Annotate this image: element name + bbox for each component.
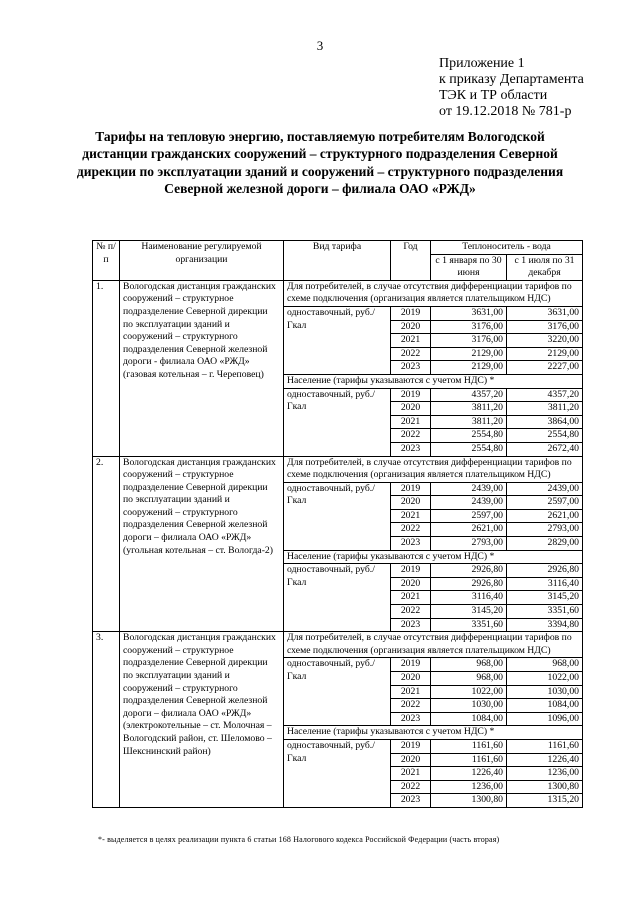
document-title: Тарифы на тепловую энергию, поставляемую потребителям Вологодской дистанции гражданских сооружений – структурного подразделения Северной дирекции по эксплуатации зданий и сооружений – структурного подразделения Северной железной дороги – филиала ОАО «РЖД» xyxy=(76,129,564,197)
year-cell: 2022 xyxy=(391,523,431,537)
year-cell: 2019 xyxy=(391,564,431,578)
appendix-line-1: Приложение 1 xyxy=(439,56,525,71)
year-cell: 2019 xyxy=(391,482,431,496)
table-row xyxy=(93,280,583,306)
tariff-value-h1: 2926,80 xyxy=(431,564,507,578)
year-cell: 2021 xyxy=(391,685,431,699)
tariff-value-h1: 2439,00 xyxy=(431,482,507,496)
year-cell: 2020 xyxy=(391,320,431,334)
tariffs-table-body xyxy=(93,241,583,808)
tariff-value-h2: 1226,40 xyxy=(507,753,583,767)
tariff-value-h2: 1161,60 xyxy=(507,739,583,753)
tariff-value-h2: 3394,80 xyxy=(507,618,583,632)
organization-cell xyxy=(120,456,284,632)
tariff-value-h2: 2439,00 xyxy=(507,482,583,496)
tariff-value-h2: 2829,00 xyxy=(507,537,583,551)
group-caption: Для потребителей, в случае отсутствия дифференциации тарифов по схеме подключения (организация является плательщиком НДС) xyxy=(284,632,583,658)
tariff-value-h1: 2439,00 xyxy=(431,496,507,510)
tariff-type: одноставочный, руб./Гкал xyxy=(284,739,391,807)
year-cell: 2023 xyxy=(391,794,431,808)
page-number: 3 xyxy=(316,38,324,53)
year-cell: 2021 xyxy=(391,509,431,523)
tariff-value-h1: 1022,00 xyxy=(431,685,507,699)
table-row xyxy=(93,632,583,658)
organization-name: Вологодская дистанция гражданских сооружений – структурное подразделение Северной дирекции по эксплуатации зданий и сооружений – структурного подразделения Северной железной дороги - филиала ОАО «РЖД» xyxy=(123,280,276,368)
year-cell: 2021 xyxy=(391,767,431,781)
header-num: № п/п xyxy=(93,241,120,281)
year-cell: 2023 xyxy=(391,537,431,551)
tariff-value-h2: 2129,00 xyxy=(507,347,583,361)
table-header-row xyxy=(93,241,583,255)
tariff-value-h2: 4357,20 xyxy=(507,388,583,402)
tariff-value-h1: 2554,80 xyxy=(431,429,507,443)
tariff-value-h1: 3176,00 xyxy=(431,320,507,334)
tariff-type: одноставочный, руб./Гкал xyxy=(284,306,391,374)
appendix-block xyxy=(439,56,584,120)
header-year: Год xyxy=(391,241,431,281)
organization-cell xyxy=(120,280,284,456)
tariff-value-h1: 2129,00 xyxy=(431,361,507,375)
organization-cell xyxy=(120,632,284,808)
tariff-value-h2: 3811,20 xyxy=(507,402,583,416)
tariff-value-h1: 1236,00 xyxy=(431,780,507,794)
year-cell: 2021 xyxy=(391,334,431,348)
tariff-value-h2: 1315,20 xyxy=(507,794,583,808)
tariff-value-h1: 3351,60 xyxy=(431,618,507,632)
tariff-value-h2: 3145,20 xyxy=(507,591,583,605)
tariff-type: одноставочный, руб./Гкал xyxy=(284,564,391,632)
year-cell: 2023 xyxy=(391,361,431,375)
year-cell: 2019 xyxy=(391,658,431,672)
appendix-line-2: к приказу Департамента xyxy=(439,72,584,87)
footnote: *- выделяется в целях реализации пункта 6 статьи 168 Налогового кодекса Российской Федерации (часть вторая) xyxy=(98,835,500,844)
organization-note: (угольная котельная – ст. Вологда-2) xyxy=(123,544,273,556)
tariff-value-h2: 1030,00 xyxy=(507,685,583,699)
group-caption: Для потребителей, в случае отсутствия дифференциации тарифов по схеме подключения (организация является плательщиком НДС) xyxy=(284,456,583,482)
tariff-value-h2: 2793,00 xyxy=(507,523,583,537)
tariff-value-h2: 2672,40 xyxy=(507,442,583,456)
tariff-value-h2: 3220,00 xyxy=(507,334,583,348)
header-carrier: Теплоноситель - вода xyxy=(431,241,583,255)
year-cell: 2023 xyxy=(391,442,431,456)
header-period-2: с 1 июля по 31 декабря xyxy=(507,254,583,280)
tariff-value-h2: 2621,00 xyxy=(507,509,583,523)
organization-name: Вологодская дистанция гражданских сооружений – структурное подразделение Северной дирекции по эксплуатации зданий и сооружений – структурного подразделения Северной железной дороги – филиала ОАО «РЖД» xyxy=(123,632,276,719)
appendix-line-4: от 19.12.2018 № 781-р xyxy=(439,104,572,119)
group-caption: Население (тарифы указываются с учетом НДС) * xyxy=(284,726,583,740)
tariff-type: одноставочный, руб./Гкал xyxy=(284,658,391,726)
header-period-1: с 1 января по 30 июня xyxy=(431,254,507,280)
entry-number: 1. xyxy=(93,280,120,456)
year-cell: 2020 xyxy=(391,496,431,510)
tariff-value-h2: 1084,00 xyxy=(507,699,583,713)
tariff-value-h1: 3811,20 xyxy=(431,402,507,416)
tariff-value-h2: 3176,00 xyxy=(507,320,583,334)
tariff-value-h1: 3116,40 xyxy=(431,591,507,605)
tariff-type: одноставочный, руб./Гкал xyxy=(284,482,391,550)
tariff-value-h1: 1300,80 xyxy=(431,794,507,808)
tariff-value-h1: 3631,00 xyxy=(431,306,507,320)
group-caption: Население (тарифы указываются с учетом НДС) * xyxy=(284,374,583,388)
tariff-value-h2: 1300,80 xyxy=(507,780,583,794)
tariff-value-h2: 2926,80 xyxy=(507,564,583,578)
year-cell: 2021 xyxy=(391,415,431,429)
entry-number: 2. xyxy=(93,456,120,632)
table-row xyxy=(93,456,583,482)
tariff-value-h2: 968,00 xyxy=(507,658,583,672)
year-cell: 2020 xyxy=(391,402,431,416)
year-cell: 2022 xyxy=(391,605,431,619)
header-type: Вид тарифа xyxy=(284,241,391,281)
tariff-value-h2: 1236,00 xyxy=(507,767,583,781)
tariff-type: одноставочный, руб./Гкал xyxy=(284,388,391,456)
group-caption: Население (тарифы указываются с учетом НДС) * xyxy=(284,550,583,564)
year-cell: 2020 xyxy=(391,577,431,591)
group-caption: Для потребителей, в случае отсутствия дифференциации тарифов по схеме подключения (организация является плательщиком НДС) xyxy=(284,280,583,306)
year-cell: 2023 xyxy=(391,618,431,632)
tariff-value-h1: 2597,00 xyxy=(431,509,507,523)
appendix-line-3: ТЭК и ТР области xyxy=(439,88,548,103)
tariff-value-h2: 3864,00 xyxy=(507,415,583,429)
tariff-value-h1: 3145,20 xyxy=(431,605,507,619)
organization-note: (электрокотельные – ст. Молочная – Вологодский район, ст. Шеломово – Шекснинский район) xyxy=(123,720,272,757)
year-cell: 2020 xyxy=(391,672,431,686)
year-cell: 2020 xyxy=(391,753,431,767)
organization-note: (газовая котельная – г. Череповец) xyxy=(123,368,264,380)
tariff-value-h1: 2129,00 xyxy=(431,347,507,361)
tariff-value-h2: 1022,00 xyxy=(507,672,583,686)
entry-number: 3. xyxy=(93,632,120,808)
year-cell: 2019 xyxy=(391,388,431,402)
year-cell: 2019 xyxy=(391,739,431,753)
year-cell: 2023 xyxy=(391,712,431,726)
tariff-value-h1: 1161,60 xyxy=(431,739,507,753)
tariff-value-h2: 1096,00 xyxy=(507,712,583,726)
tariff-value-h1: 2554,80 xyxy=(431,442,507,456)
tariff-value-h1: 968,00 xyxy=(431,658,507,672)
year-cell: 2019 xyxy=(391,306,431,320)
tariff-value-h1: 1084,00 xyxy=(431,712,507,726)
tariff-value-h2: 3631,00 xyxy=(507,306,583,320)
tariff-value-h1: 968,00 xyxy=(431,672,507,686)
tariff-value-h1: 1030,00 xyxy=(431,699,507,713)
tariff-value-h2: 2554,80 xyxy=(507,429,583,443)
tariff-value-h1: 2926,80 xyxy=(431,577,507,591)
year-cell: 2022 xyxy=(391,429,431,443)
tariff-value-h2: 2227,00 xyxy=(507,361,583,375)
tariff-value-h2: 2597,00 xyxy=(507,496,583,510)
year-cell: 2021 xyxy=(391,591,431,605)
tariff-value-h1: 3176,00 xyxy=(431,334,507,348)
tariff-value-h1: 1161,60 xyxy=(431,753,507,767)
tariffs-table xyxy=(92,240,583,808)
year-cell: 2022 xyxy=(391,699,431,713)
tariff-value-h2: 3116,40 xyxy=(507,577,583,591)
tariff-value-h1: 4357,20 xyxy=(431,388,507,402)
tariff-value-h2: 3351,60 xyxy=(507,605,583,619)
tariff-value-h1: 2621,00 xyxy=(431,523,507,537)
year-cell: 2022 xyxy=(391,347,431,361)
year-cell: 2022 xyxy=(391,780,431,794)
header-org: Наименование регулируемой организации xyxy=(120,241,284,281)
organization-name: Вологодская дистанция гражданских сооружений – структурное подразделение Северной дирекции по эксплуатации зданий и сооружений – структурного подразделения Северной железной дороги – филиала ОАО «РЖД» xyxy=(123,456,276,544)
tariff-value-h1: 3811,20 xyxy=(431,415,507,429)
tariff-value-h1: 1226,40 xyxy=(431,767,507,781)
tariff-value-h1: 2793,00 xyxy=(431,537,507,551)
